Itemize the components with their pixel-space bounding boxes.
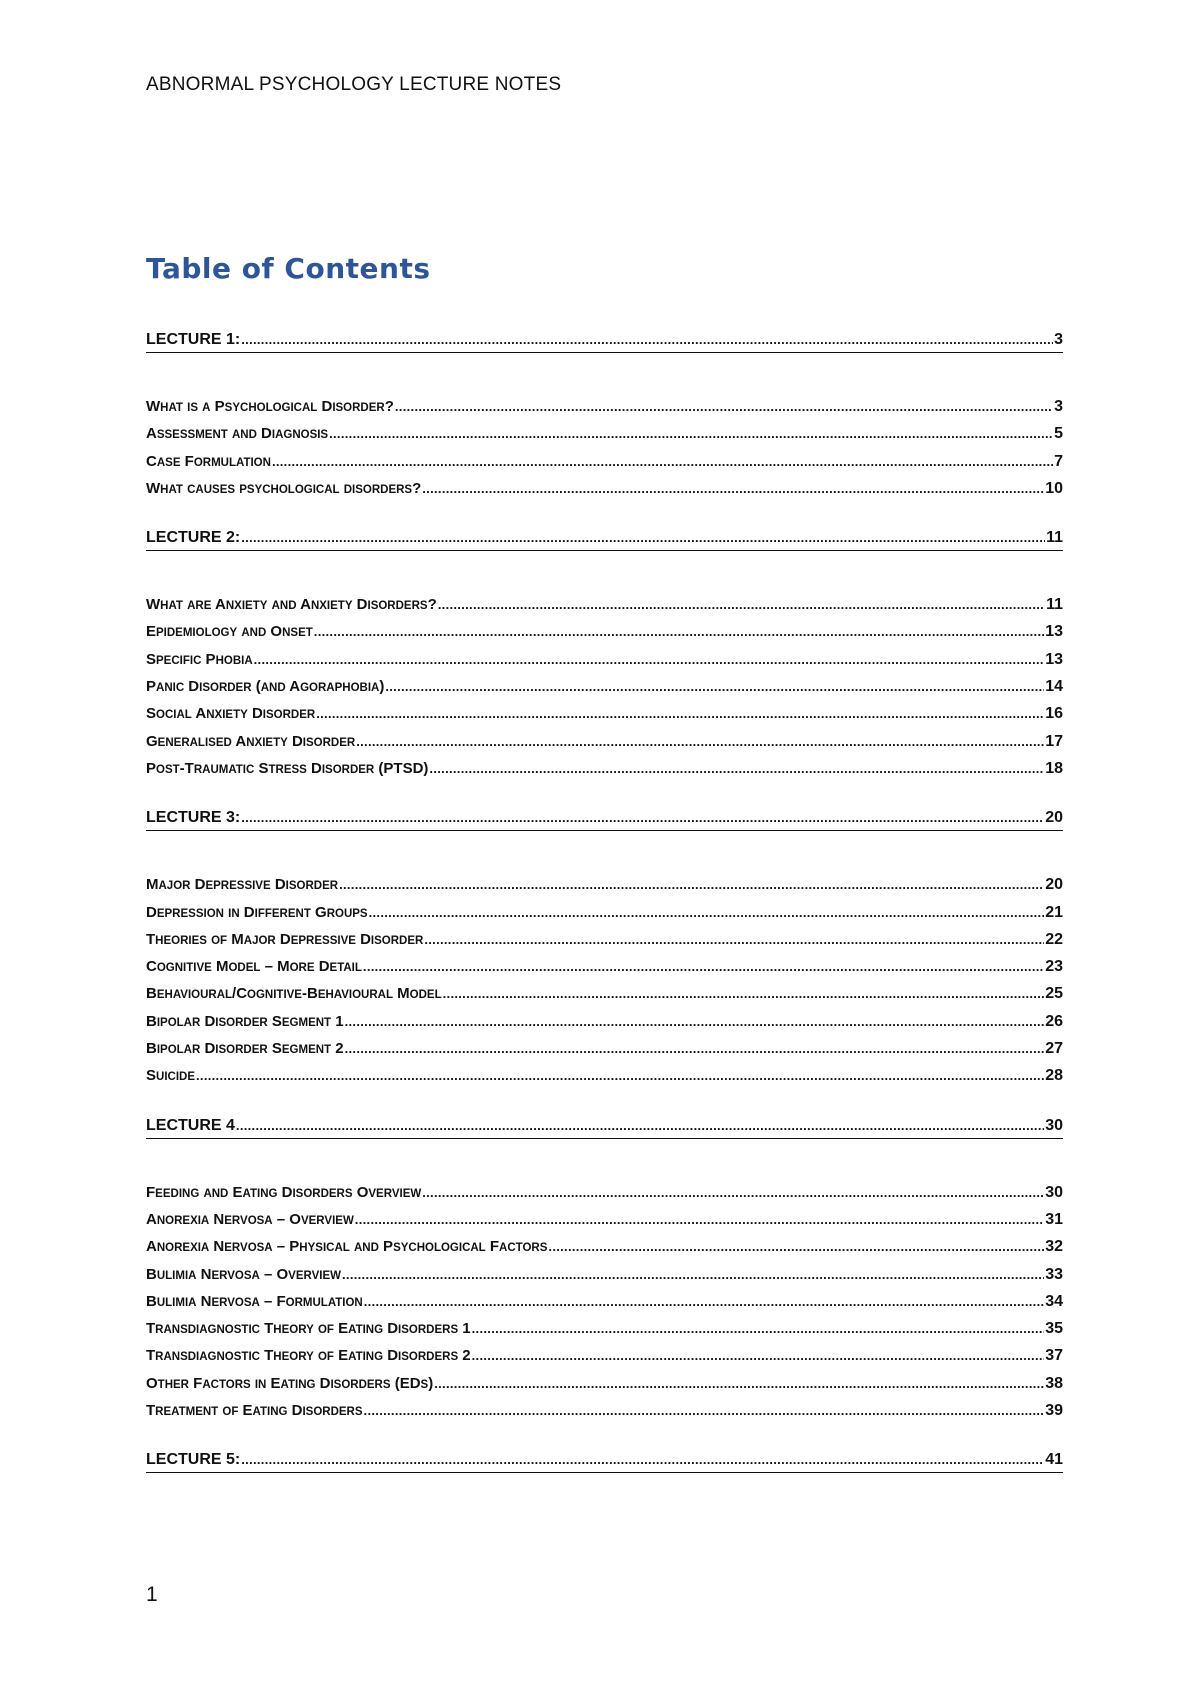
- toc-entry-label: WHAT IS A PSYCHOLOGICAL DISORDER?: [146, 398, 394, 415]
- toc-entry-link[interactable]: [146, 899, 1063, 926]
- toc-entry-label: TREATMENT OF EATING DISORDERS: [146, 1402, 363, 1420]
- toc-entry-label: BULIMIA NERVOSA – OVERVIEW: [146, 1265, 341, 1283]
- toc-page-number: 39: [1045, 1402, 1063, 1420]
- toc-entry-link[interactable]: [146, 1179, 1063, 1206]
- toc-entry-label: SPECIFIC PHOBIA: [146, 650, 253, 668]
- toc-entry-link[interactable]: [146, 1206, 1063, 1233]
- toc-page-number: 7: [1054, 452, 1063, 470]
- toc-entry-link[interactable]: [146, 1233, 1063, 1260]
- toc-entry-label: ANOREXIA NERVOSA – OVERVIEW: [146, 1210, 354, 1228]
- toc-page-number: 20: [1045, 809, 1063, 827]
- toc-section: [146, 1450, 1063, 1473]
- toc-lecture-link[interactable]: [146, 1116, 1063, 1139]
- dot-leader: [356, 728, 1044, 755]
- toc-page-number: 30: [1045, 1183, 1063, 1201]
- toc-page-number: 5: [1054, 425, 1063, 443]
- toc-section: [146, 330, 1063, 502]
- toc-page-number: 33: [1045, 1265, 1063, 1283]
- toc-entry-label: BIPOLAR DISORDER SEGMENT 1: [146, 1012, 344, 1030]
- toc-entry-link[interactable]: [146, 1315, 1063, 1342]
- toc-entry-link[interactable]: [146, 1370, 1063, 1397]
- dot-leader: [316, 700, 1044, 727]
- toc-entry-link[interactable]: [146, 871, 1063, 898]
- toc-lecture-label: LECTURE 2:: [146, 529, 241, 547]
- dot-leader: [422, 475, 1044, 502]
- dot-leader: [236, 1116, 1044, 1136]
- toc-page-number: 3: [1054, 331, 1063, 348]
- toc-entry-label: WHAT CAUSES PSYCHOLOGICAL DISORDERS?: [146, 479, 422, 497]
- toc-entry-label: SOCIAL ANXIETY DISORDER: [146, 705, 316, 723]
- dot-leader: [272, 448, 1053, 475]
- toc-entry-link[interactable]: [146, 1062, 1063, 1089]
- dot-leader: [363, 953, 1044, 980]
- dot-leader: [342, 1261, 1044, 1288]
- toc-page-number: 3: [1054, 398, 1063, 415]
- toc-page-number: 16: [1045, 705, 1063, 723]
- toc-page-number: 14: [1045, 678, 1063, 696]
- dot-leader: [443, 980, 1045, 1007]
- dot-leader: [241, 1450, 1044, 1470]
- dot-leader: [424, 926, 1044, 953]
- dot-leader: [422, 1179, 1044, 1206]
- toc-entry-label: POST-TRAUMATIC STRESS DISORDER (PTSD): [146, 759, 429, 777]
- toc-entry-label: DEPRESSION IN DIFFERENT GROUPS: [146, 903, 368, 921]
- toc-lecture-link[interactable]: [146, 330, 1063, 353]
- dot-leader: [314, 618, 1044, 645]
- toc-page-number: 28: [1045, 1067, 1063, 1085]
- dot-leader: [329, 420, 1053, 447]
- dot-leader: [369, 899, 1045, 926]
- toc-title: Table of Contents: [146, 252, 431, 285]
- toc-lecture-label: LECTURE 4: [146, 1116, 235, 1134]
- toc-entry-label: BULIMIA NERVOSA – FORMULATION: [146, 1292, 363, 1310]
- toc-page-number: 22: [1045, 930, 1063, 948]
- toc-entry-label: THEORIES OF MAJOR DEPRESSIVE DISORDER: [146, 930, 424, 948]
- toc-entry-link[interactable]: [146, 1008, 1063, 1035]
- toc-entry-link[interactable]: [146, 448, 1063, 475]
- dot-leader: [385, 673, 1044, 700]
- dot-leader: [254, 646, 1045, 673]
- toc-page-number: 26: [1045, 1012, 1063, 1030]
- dot-leader: [345, 1035, 1045, 1062]
- toc-page-number: 30: [1045, 1116, 1063, 1134]
- toc-lecture-link[interactable]: [146, 1450, 1063, 1473]
- toc-entry-link[interactable]: [146, 1261, 1063, 1288]
- toc-page-number: 18: [1045, 759, 1063, 777]
- toc-entry-label: ANOREXIA NERVOSA – PHYSICAL AND PSYCHOLOGICAL FACTORS: [146, 1238, 548, 1256]
- toc-entry-link[interactable]: [146, 728, 1063, 755]
- toc-entry-label: BEHAVIOURAL/COGNITIVE-BEHAVIOURAL MODEL: [146, 985, 442, 1003]
- toc-page-number: 11: [1046, 596, 1063, 614]
- dot-leader: [364, 1397, 1045, 1424]
- toc-page-number: 13: [1045, 623, 1063, 641]
- toc-page-number: 11: [1046, 529, 1063, 547]
- toc-entry-link[interactable]: [146, 618, 1063, 645]
- toc-entry-link[interactable]: [146, 700, 1063, 727]
- toc-entry-label: CASE FORMULATION: [146, 452, 271, 470]
- toc-page-number: 31: [1045, 1210, 1063, 1228]
- dot-leader: [241, 808, 1044, 828]
- toc-entry-link[interactable]: [146, 926, 1063, 953]
- toc-section: [146, 808, 1063, 1089]
- dot-leader: [241, 528, 1045, 548]
- toc-lecture-link[interactable]: [146, 528, 1063, 551]
- page-number: 1: [146, 1583, 158, 1606]
- dot-leader: [241, 330, 1053, 350]
- toc-page-number: 41: [1045, 1451, 1063, 1469]
- toc-entry-link[interactable]: [146, 1342, 1063, 1369]
- toc-page-number: 38: [1045, 1374, 1063, 1392]
- dot-leader: [429, 755, 1044, 782]
- dot-leader: [548, 1233, 1044, 1260]
- toc-page-number: 25: [1045, 985, 1063, 1003]
- toc-page-number: 21: [1045, 903, 1063, 921]
- dot-leader: [355, 1206, 1044, 1233]
- toc-page-number: 20: [1045, 876, 1063, 894]
- toc-entry-label: TRANSDIAGNOSTIC THEORY OF EATING DISORDERS 2: [146, 1347, 471, 1365]
- toc-entry-label: EPIDEMIOLOGY AND ONSET: [146, 623, 313, 641]
- toc-lecture-link[interactable]: [146, 808, 1063, 831]
- toc-lecture-label: LECTURE 1:: [146, 331, 241, 348]
- toc-entry-label: TRANSDIAGNOSTIC THEORY OF EATING DISORDERS 1: [146, 1320, 471, 1338]
- dot-leader: [345, 1008, 1045, 1035]
- toc-entry-link[interactable]: [146, 1397, 1063, 1424]
- toc-page-number: 35: [1045, 1320, 1063, 1338]
- toc-entry-label: OTHER FACTORS IN EATING DISORDERS (EDS): [146, 1374, 434, 1392]
- toc-page-number: 27: [1045, 1040, 1063, 1058]
- dot-leader: [364, 1288, 1044, 1315]
- toc-entry-link[interactable]: [146, 980, 1063, 1007]
- dot-leader: [339, 871, 1044, 898]
- toc-entry-link[interactable]: [146, 646, 1063, 673]
- toc-entry-link[interactable]: [146, 591, 1063, 618]
- running-header: ABNORMAL PSYCHOLOGY LECTURE NOTES: [146, 74, 562, 95]
- dot-leader: [472, 1342, 1045, 1369]
- toc-entry-label: GENERALISED ANXIETY DISORDER: [146, 732, 356, 750]
- toc-entry-link[interactable]: [146, 420, 1063, 447]
- toc-entry-label: BIPOLAR DISORDER SEGMENT 2: [146, 1040, 344, 1058]
- toc-entry-link[interactable]: [146, 1035, 1063, 1062]
- toc-page-number: 13: [1045, 650, 1063, 668]
- toc-entry-label: ASSESSMENT AND DIAGNOSIS: [146, 425, 329, 443]
- toc-lecture-label: LECTURE 3:: [146, 809, 241, 827]
- toc-entry-link[interactable]: [146, 673, 1063, 700]
- toc-page-number: 10: [1045, 479, 1063, 497]
- toc-entry-link[interactable]: [146, 755, 1063, 782]
- toc-entry-label: FEEDING AND EATING DISORDERS OVERVIEW: [146, 1183, 422, 1201]
- toc-page-number: 32: [1045, 1238, 1063, 1256]
- dot-leader: [472, 1315, 1045, 1342]
- toc-entry-label: PANIC DISORDER (AND AGORAPHOBIA): [146, 678, 385, 696]
- toc-section: [146, 528, 1063, 782]
- dot-leader: [395, 393, 1053, 420]
- toc-entry-label: MAJOR DEPRESSIVE DISORDER: [146, 876, 339, 894]
- toc-entry-label: WHAT ARE ANXIETY AND ANXIETY DISORDERS?: [146, 596, 437, 614]
- toc-entry-link[interactable]: [146, 393, 1063, 420]
- toc-page-number: 23: [1045, 958, 1063, 976]
- toc-section: [146, 1116, 1063, 1425]
- toc-lecture-label: LECTURE 5:: [146, 1451, 241, 1469]
- toc-page-number: 37: [1045, 1347, 1063, 1365]
- toc-entry-link[interactable]: [146, 953, 1063, 980]
- dot-leader: [434, 1370, 1044, 1397]
- toc-page-number: 17: [1045, 732, 1063, 750]
- dot-leader: [438, 591, 1045, 618]
- toc-page-number: 34: [1045, 1292, 1063, 1310]
- toc-entry-link[interactable]: [146, 475, 1063, 502]
- table-of-contents: [146, 330, 1063, 1513]
- toc-entry-label: SUICIDE: [146, 1067, 195, 1085]
- toc-entry-link[interactable]: [146, 1288, 1063, 1315]
- toc-entry-label: COGNITIVE MODEL – MORE DETAIL: [146, 958, 362, 976]
- dot-leader: [196, 1062, 1044, 1089]
